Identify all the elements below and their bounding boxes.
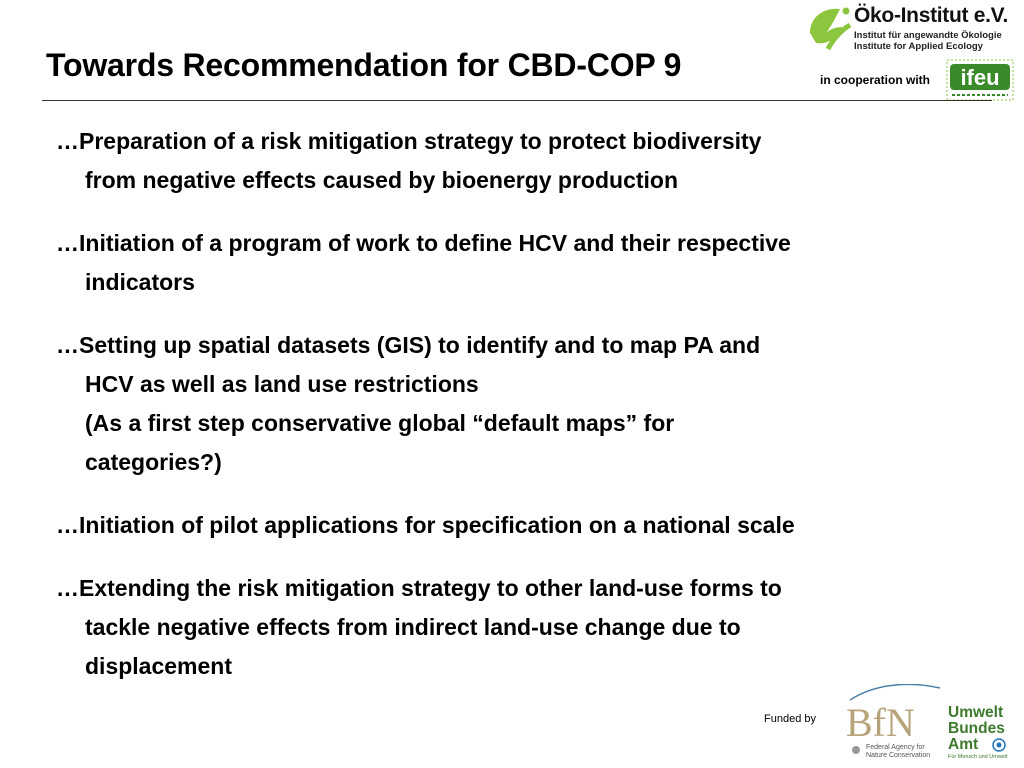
bfn-line-1: Federal Agency for — [866, 744, 925, 751]
slide-title: Towards Recommendation for CBD-COP 9 — [46, 47, 682, 83]
title-divider — [42, 100, 992, 101]
bfn-line-2: Nature Conservation — [866, 752, 931, 759]
bullet-text: …Extending the risk mitigation strategy to other land-use forms to — [56, 575, 782, 601]
bullet-item — [56, 326, 986, 482]
oeko-institut-logo — [806, 3, 1018, 55]
uba-word-3: Amt — [948, 736, 979, 753]
oeko-institut-subtitle-de: Institut für angewandte Ökologie — [854, 30, 1002, 41]
bullet-item — [56, 224, 986, 302]
ifeu-logo-icon — [946, 59, 1014, 101]
bullet-text: …Preparation of a risk mitigation strategy to protect biodiversity — [56, 128, 762, 154]
bullet-text: …Initiation of a program of work to define HCV and their respective — [56, 230, 791, 256]
uba-word-2: Bundes — [948, 720, 1005, 737]
bullet-continuation: (As a first step conservative global “default maps” for — [85, 410, 675, 436]
oeko-institut-subtitle-en: Institute for Applied Ecology — [854, 41, 983, 52]
bullet-continuation: displacement — [85, 653, 232, 679]
bullet-list — [56, 122, 986, 710]
uba-tagline: Für Mensch und Umwelt — [948, 754, 1008, 760]
cooperation-label: in cooperation with — [820, 73, 930, 87]
uba-emblem-icon — [992, 738, 1006, 752]
bfn-agency-name — [866, 744, 930, 760]
bullet-item — [56, 569, 986, 686]
bullet-continuation: HCV as well as land use restrictions — [85, 371, 479, 397]
bullet-continuation: from negative effects caused by bioenergy production — [85, 167, 679, 193]
funded-by-label: Funded by — [764, 713, 816, 725]
leaf-logo-icon — [806, 3, 854, 55]
bullet-item — [56, 122, 986, 200]
bullet-continuation: indicators — [85, 269, 195, 295]
bullet-continuation: tackle negative effects from indirect land-use change due to — [85, 614, 741, 640]
bullet-continuation: categories?) — [85, 449, 222, 475]
bfn-logo-text: BfN — [846, 700, 915, 745]
umweltbundesamt-logo — [948, 704, 1014, 764]
ifeu-logo-text: ifeu — [960, 65, 1000, 90]
bullet-text: …Setting up spatial datasets (GIS) to identify and to map PA and — [56, 332, 761, 358]
uba-word-1: Umwelt — [948, 704, 1004, 721]
bullet-item — [56, 506, 986, 545]
oeko-institut-name: Öko-Institut e.V. — [854, 4, 1008, 27]
bullet-text: …Initiation of pilot applications for specification on a national scale — [56, 512, 795, 538]
